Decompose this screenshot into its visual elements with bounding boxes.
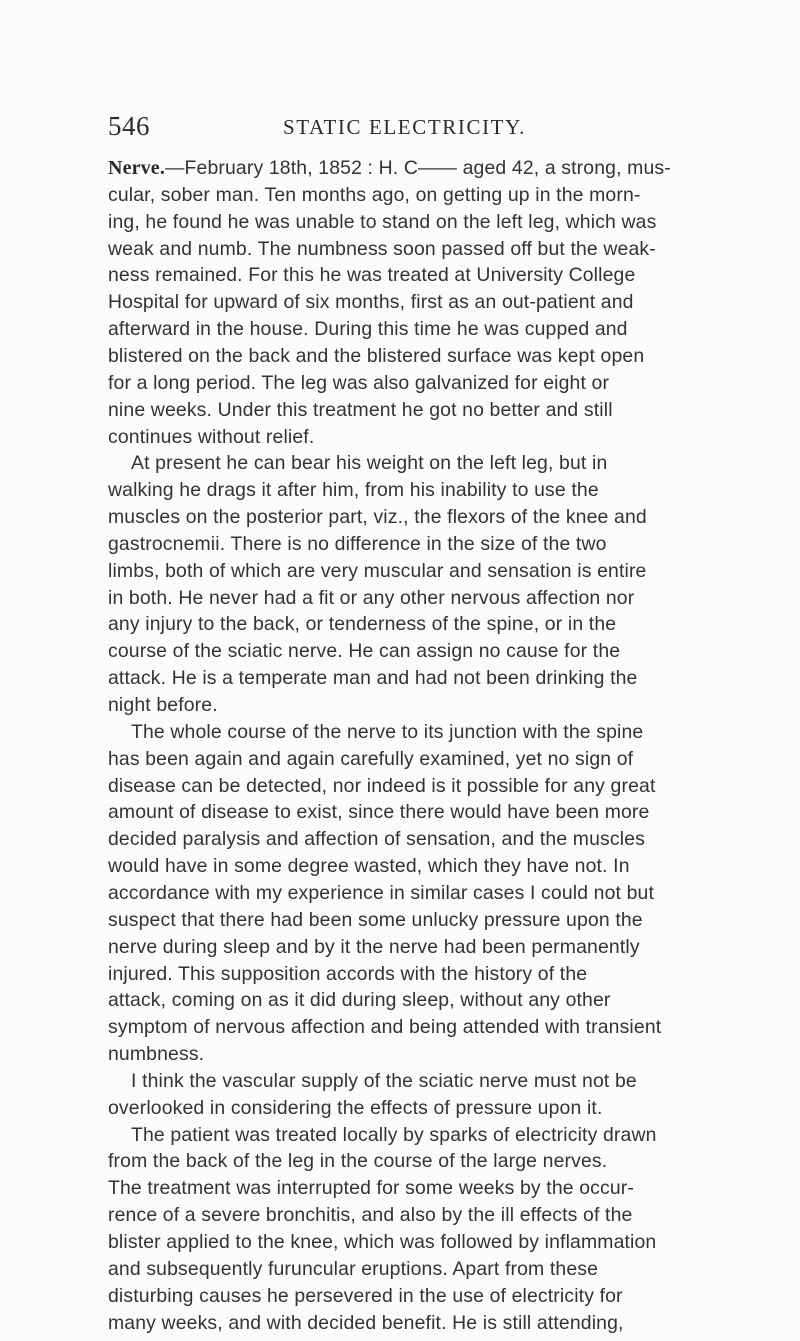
text-line bbox=[131, 1123, 657, 1147]
text-line bbox=[108, 1257, 598, 1281]
run-in-heading: Nerve. bbox=[108, 157, 165, 179]
text-line bbox=[108, 317, 628, 341]
text-line bbox=[131, 451, 607, 475]
line-text: ness remained. For this he was treated at University College bbox=[108, 264, 636, 287]
text-line bbox=[108, 693, 218, 717]
line-text: attack, coming on as it did during sleep, without any other bbox=[108, 989, 611, 1012]
line-text: disease can be detected, nor indeed is it possible for any great bbox=[108, 774, 656, 797]
line-text: disturbing causes he persevered in the use of electricity for bbox=[108, 1284, 623, 1307]
text-line bbox=[108, 237, 656, 261]
line-text: suspect that there had been some unlucky pressure upon the bbox=[108, 908, 643, 931]
text-line bbox=[108, 827, 645, 851]
line-text: symptom of nervous affection and being attended with transient bbox=[108, 1016, 662, 1039]
line-text: attack. He is a temperate man and had not been drinking the bbox=[108, 667, 638, 690]
line-text: ing, he found he was unable to stand on the left leg, which was bbox=[108, 210, 657, 233]
line-text: cular, sober man. Ten months ago, on getting up in the morn- bbox=[108, 183, 641, 206]
text-line bbox=[108, 1042, 204, 1066]
line-text: blistered on the back and the blistered surface was kept open bbox=[108, 344, 645, 367]
running-head: STATIC ELECTRICITY. bbox=[283, 115, 526, 139]
text-line bbox=[108, 344, 644, 368]
text-line bbox=[108, 478, 599, 502]
text-line bbox=[108, 1015, 661, 1039]
text-line bbox=[131, 1069, 637, 1093]
text-line bbox=[108, 1230, 656, 1254]
line-text: gastrocnemii. There is no difference in the size of the two bbox=[108, 532, 607, 555]
line-text: afterward in the house. During this time he was cupped and bbox=[108, 318, 628, 341]
text-line bbox=[108, 532, 607, 556]
line-text: weak and numb. The numbness soon passed off but the weak- bbox=[108, 237, 656, 260]
text-line bbox=[108, 210, 656, 234]
text-line bbox=[108, 1311, 624, 1335]
line-text: would have in some degree wasted, which they have not. In bbox=[108, 855, 630, 878]
text-line bbox=[108, 774, 656, 798]
line-text: many weeks, and with decided benefit. He is still attending, bbox=[108, 1311, 624, 1334]
line-text: walking he drags it after him, from his inability to use the bbox=[108, 479, 599, 502]
text-line bbox=[108, 666, 638, 690]
text-line bbox=[108, 263, 635, 287]
page-header bbox=[108, 111, 708, 147]
line-text: from the back of the leg in the course of the large nerves. bbox=[108, 1150, 608, 1173]
line-text: At present he can bear his weight on the left leg, but in bbox=[131, 452, 608, 475]
text-line bbox=[108, 183, 641, 207]
text-line bbox=[108, 639, 620, 663]
line-text: has been again and again carefully examined, yet no sign of bbox=[108, 747, 634, 770]
line-text: for a long period. The leg was also galvanized for eight or bbox=[108, 371, 610, 394]
line-text: injured. This supposition accords with the history of the bbox=[108, 962, 588, 985]
line-text: blister applied to the knee, which was followed by inflammation bbox=[108, 1231, 657, 1253]
line-text: overlooked in considering the effects of pressure upon it. bbox=[108, 1096, 603, 1119]
text-line bbox=[108, 586, 634, 610]
line-text: course of the sciatic nerve. He can assign no cause for the bbox=[108, 640, 621, 663]
text-line bbox=[108, 505, 647, 529]
line-text: nerve during sleep and by it the nerve had been permanently bbox=[108, 935, 640, 958]
line-text: numbness. bbox=[108, 1043, 205, 1066]
text-line bbox=[108, 612, 616, 636]
text-line bbox=[108, 1203, 632, 1227]
text-line bbox=[108, 425, 314, 449]
text-line bbox=[108, 559, 646, 583]
text-line bbox=[108, 854, 630, 878]
text-line bbox=[108, 881, 654, 905]
text-line bbox=[108, 908, 643, 932]
text-line bbox=[108, 935, 640, 959]
line-text: nine weeks. Under this treatment he got no better and still bbox=[108, 398, 613, 421]
line-text: decided paralysis and affection of sensation, and the muscles bbox=[108, 828, 645, 851]
text-line bbox=[131, 720, 643, 744]
line-text: amount of disease to exist, since there would have been more bbox=[108, 801, 650, 824]
line-text: I think the vascular supply of the sciatic nerve must not be bbox=[131, 1069, 637, 1092]
text-line bbox=[108, 1284, 623, 1308]
line-text: The whole course of the nerve to its junction with the spine bbox=[131, 720, 644, 743]
line-text: rence of a severe bronchitis, and also by the ill effects of the bbox=[108, 1204, 633, 1227]
line-text: muscles on the posterior part, viz., the flexors of the knee and bbox=[108, 506, 647, 529]
line-text: and subsequently furuncular eruptions. Apart from these bbox=[108, 1257, 599, 1280]
text-line bbox=[108, 1096, 602, 1120]
line-text: limbs, both of which are very muscular and sensation is entire bbox=[108, 559, 647, 582]
text-line bbox=[108, 290, 634, 314]
text-line bbox=[108, 398, 613, 422]
text-line bbox=[108, 156, 671, 180]
line-text: The treatment was interrupted for some weeks by the occur- bbox=[108, 1177, 635, 1200]
line-text: night before. bbox=[108, 694, 218, 716]
line-text: —February 18th, 1852 : H. C—— aged 42, a strong, mus- bbox=[164, 157, 671, 179]
text-line bbox=[108, 1176, 634, 1200]
text-line bbox=[108, 1149, 607, 1173]
line-text: any injury to the back, or tenderness of the spine, or in the bbox=[108, 613, 617, 636]
line-text: Hospital for upward of six months, first as an out-patient and bbox=[108, 291, 634, 314]
text-line bbox=[108, 371, 609, 395]
text-line bbox=[108, 988, 611, 1012]
line-text: continues without relief. bbox=[108, 425, 315, 448]
line-text: The patient was treated locally by sparks of electricity drawn bbox=[131, 1123, 657, 1146]
text-line bbox=[108, 962, 587, 986]
text-line bbox=[108, 747, 633, 771]
page-number: 546 bbox=[108, 111, 150, 141]
line-text: accordance with my experience in similar cases I could not but bbox=[108, 881, 655, 904]
line-text: in both. He never had a fit or any other nervous affection nor bbox=[108, 586, 635, 609]
text-line bbox=[108, 800, 649, 824]
